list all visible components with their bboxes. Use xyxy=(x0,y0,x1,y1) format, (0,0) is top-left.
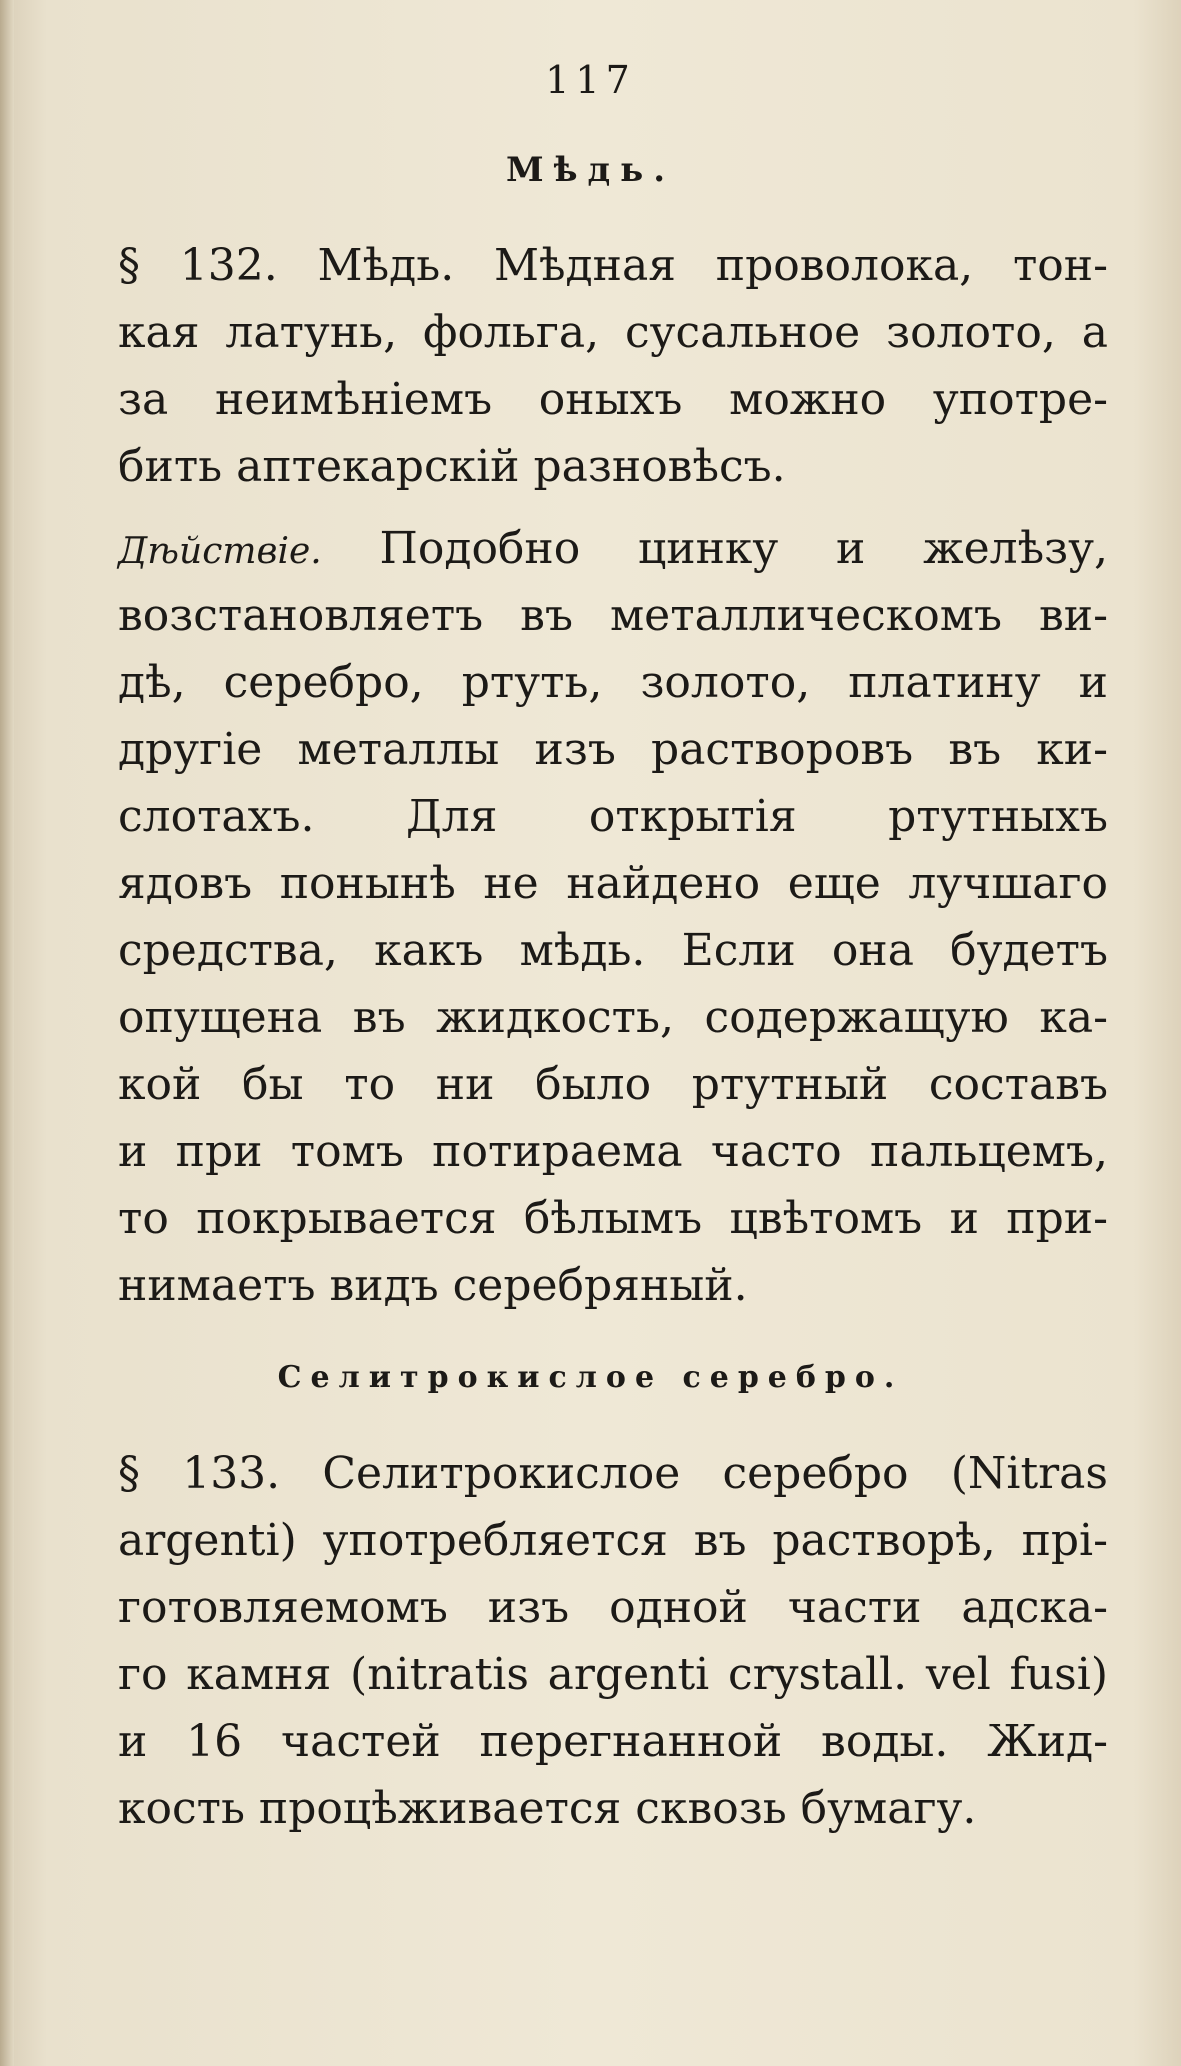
text-line: § 133. Селитрокислое серебро (Nitras xyxy=(118,1448,1108,1499)
text-line: кость процѣживается сквозь бумагу. xyxy=(118,1783,977,1834)
page-binding-edge xyxy=(0,0,14,2066)
text-line: го камня (nitratis argenti crystall. vel fusi) xyxy=(118,1649,1108,1700)
text-line: ядовъ понынѣ не найдено еще лучшаго xyxy=(118,858,1108,909)
text-line: возстановляетъ въ металлическомъ ви- xyxy=(118,590,1108,641)
text-line: и при томъ потираема часто пальцемъ, xyxy=(118,1126,1108,1177)
text-line: нимаетъ видъ серебряный. xyxy=(118,1260,748,1311)
section-heading-silver-nitrate: Селитрокислое серебро. xyxy=(277,1360,904,1395)
text-line-first xyxy=(118,515,1108,582)
text-line: другіе металлы изъ растворовъ въ ки- xyxy=(118,724,1108,775)
section-heading-copper: Мѣдь. xyxy=(505,150,676,190)
text-line: § 132. Мѣдь. Мѣдная проволока, тон- xyxy=(118,240,1108,291)
text-line: argenti) употребляется въ растворѣ, прі- xyxy=(118,1515,1108,1566)
paragraph-action xyxy=(118,515,1108,1319)
text-line: кая латунь, фольга, сусальное золото, а xyxy=(118,307,1108,358)
page-number: 117 xyxy=(545,58,636,102)
text-line: кой бы то ни было ртутный составъ xyxy=(118,1059,1108,1110)
action-first-line: Подобно цинку и желѣзу, xyxy=(379,523,1108,574)
text-line: дѣ, серебро, ртуть, золото, платину и xyxy=(118,657,1108,708)
text-line: бить аптекарскій разновѣсъ. xyxy=(118,441,786,492)
text-line: слотахъ. Для открытія ртутныхъ xyxy=(118,791,1108,842)
text-line: средства, какъ мѣдь. Если она будетъ xyxy=(118,925,1108,976)
text-line: и 16 частей перегнанной воды. Жид- xyxy=(118,1716,1108,1767)
paragraph-132 xyxy=(118,232,1108,500)
text-line: готовляемомъ изъ одной части адска- xyxy=(118,1582,1108,1633)
text-line: опущена въ жидкость, содержащую ка- xyxy=(118,992,1108,1043)
paragraph-133 xyxy=(118,1440,1108,1842)
text-line: за неимѣніемъ оныхъ можно употре- xyxy=(118,374,1108,425)
action-label: Дѣйствіе. xyxy=(118,531,322,572)
text-line: то покрывается бѣлымъ цвѣтомъ и при- xyxy=(118,1193,1108,1244)
